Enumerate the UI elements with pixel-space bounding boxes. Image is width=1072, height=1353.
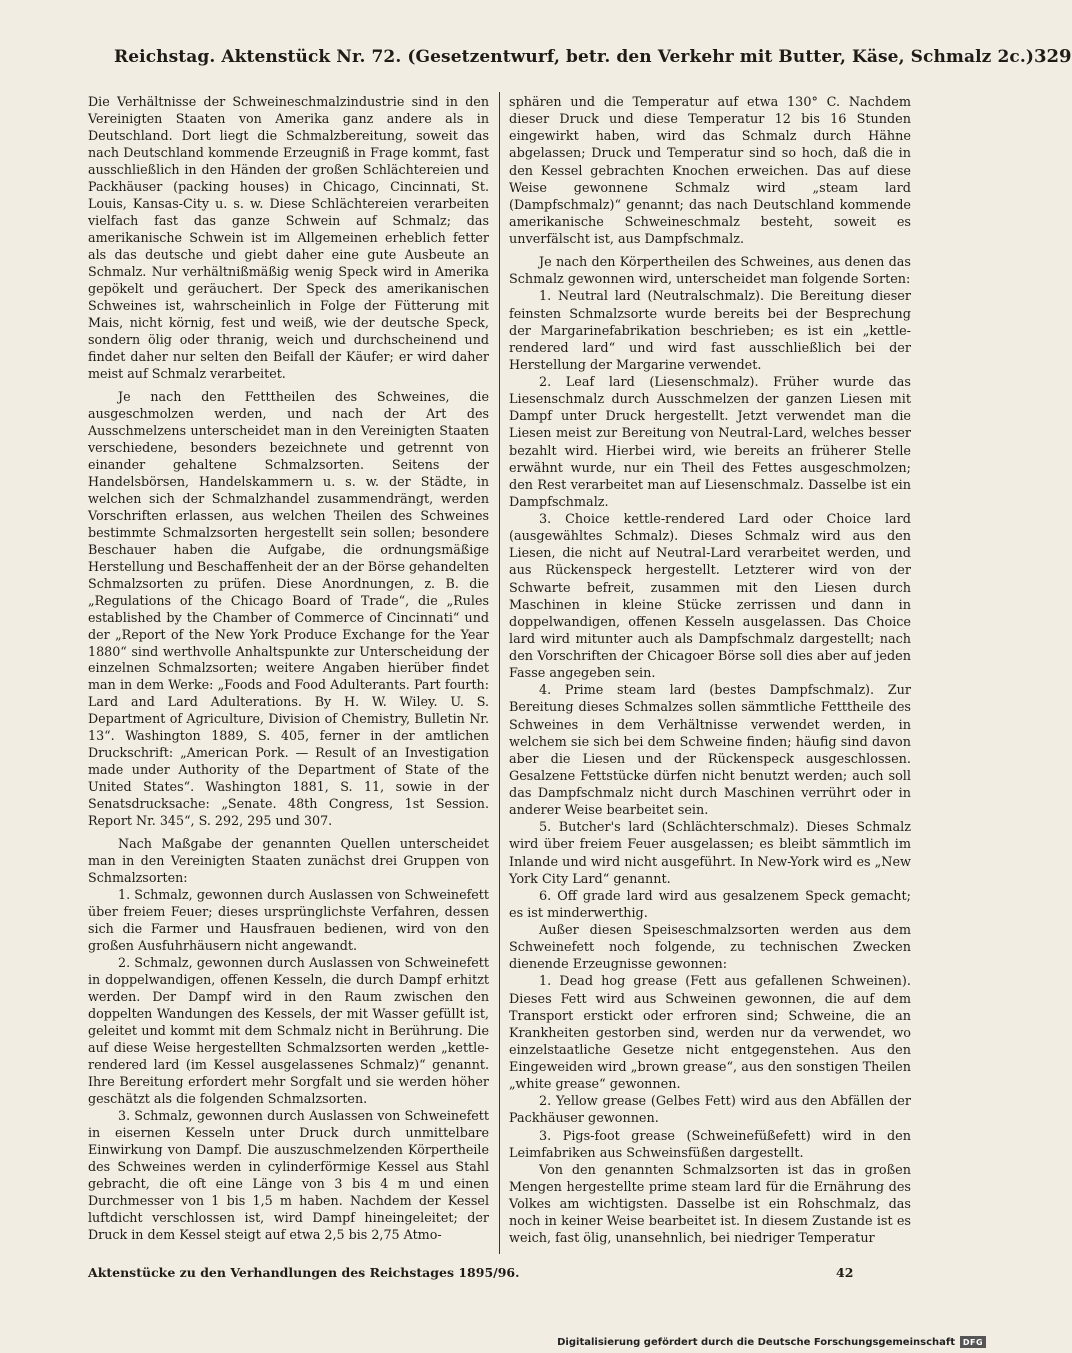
- list-item: 1. Dead hog grease (Fett aus gefallenen Schweinen). Dieses Fett wird aus Schweinen gewonnen, die auf dem Transport erstickt oder erfroren sind; Schweine, die an Krankheiten gestorben sind, werden nur da verwendet, wo einzelstaatliche Gesetze nicht entgegenstehen. Aus den Eingeweiden wird „brown grease“, aus den sonstigen Theilen „white grease“ gewonnen.: [509, 974, 911, 1093]
- paragraph: Von den genannten Schmalzsorten ist das in großen Mengen hergestellte prime steam lard für die Ernährung des Volkes am wichtigsten. Dasselbe ist ein Rohschmalz, das noch in keiner Weise bearbeitet ist. In diesem Zustande ist es weich, fast ölig, unansehnlich, bei niedriger Temperatur: [509, 1162, 911, 1247]
- left-column: [88, 94, 489, 1244]
- list-item: 3. Pigs-foot grease (Schweinefüßefett) wird in den Leimfabriken aus Schweinsfüßen dargestellt.: [509, 1128, 911, 1161]
- paragraph: Die Verhältnisse der Schweineschmalzindustrie sind in den Vereinigten Staaten von Amerika ganz andere als in Deutschland. Dort liegt die Schmalzbereitung, soweit das nach Deutschland kommende Erzeugniß in Frage kommt, fast ausschließlich in den Händen der großen Schlächtereien und Packhäuser (packing houses) in Chicago, Cincinnati, St. Louis, Kansas-City u. s. w. Diese Schlächtereien verarbeiten vielfach fast das ganze Schwein auf Schmalz; das amerikanische Schwein ist im Allgemeinen erheblich fetter als das deutsche und giebt daher eine gute Ausbeute an Schmalz. Nur verhältnißmäßig wenig Speck wird in Amerika gepökelt und geräuchert. Der Speck des amerikanischen Schweines ist, wahrscheinlich in Folge der Fütterung mit Mais, nicht körnig, fest und weiß, wie der deutsche Speck, sondern ölig oder thranig, weich und durchscheinend und findet daher nur selten den Beifall der Käufer; er wird daher meist auf Schmalz verarbeitet.: [88, 94, 489, 381]
- digitization-credit[interactable]: [557, 1336, 986, 1348]
- column-divider: [499, 92, 500, 1254]
- list-item: 2. Leaf lard (Liesenschmalz). Früher wurde das Liesenschmalz durch Ausschmelzen der ganzen Liesen mit Dampf unter Druck hergestellt. Jetzt verwendet man die Liesen meist zur Bereitung von Neutral-Lard, welches besser bezahlt wird. Hierbei wird, wie bereits an früherer Stelle erwähnt wurde, nur ein Theil des Fettes ausgeschmolzen; den Rest verarbeitet man auf Liesenschmalz. Dasselbe ist ein Dampfschmalz.: [509, 375, 911, 510]
- dfg-logo-icon: DFG: [960, 1336, 986, 1348]
- paragraph: Nach Maßgabe der genannten Quellen unterscheidet man in den Vereinigten Staaten zunächst drei Gruppen von Schmalzsorten:: [88, 836, 489, 886]
- sheet-number: 42: [836, 1265, 854, 1280]
- running-head: [114, 46, 1072, 76]
- list-item: 1. Neutral lard (Neutralschmalz). Die Bereitung dieser feinsten Schmalzsorte wurde bereits bei der Besprechung der Margarinefabrikation beschrieben; es ist ein „kettle-rendered lard“ und wird fast ausschließlich bei der Herstellung der Margarine verwendet.: [509, 289, 911, 373]
- list-item: 5. Butcher's lard (Schlächterschmalz). Dieses Schmalz wird über freiem Feuer ausgelassen; es bleibt sämmtlich im Inlande und wird nicht ausgeführt. In New-York wird es „New York City Lard“ genannt.: [509, 820, 912, 887]
- list-item: 6. Off grade lard wird aus gesalzenem Speck gemacht; es ist minderwerthig.: [509, 888, 911, 921]
- paragraph: Je nach den Fetttheilen des Schweines, die ausgeschmolzen werden, und nach der Art des Ausschmelzens unterscheidet man in den Vereinigten Staaten verschiedene, besonders bezeichnete und getrennt von einander gehaltene Schmalzsorten. Seitens der Handelsbörsen, Handelskammern u. s. w. der Städte, in welchen sich der Schmalzhandel zusammendrängt, werden Vorschriften erlassen, aus welchen Theilen des Schweines bestimmte Schmalzsorten hergestellt sein sollen; besondere Beschauer haben die Aufgabe, die ordnungsmäßige Herstellung und Beschaffenheit der an der Börse gehandelten Schmalzsorten zu prüfen. Diese Anordnungen, z. B. die „Regulations of the Chicago Board of Trade“, die „Rules established by the Chamber of Commerce of Cincinnati“ und der „Report of the New York Produce Exchange for the Year 1880“ sind werthvolle Anhaltspunkte zur Unterscheidung der einzelnen Schmalzsorten; weitere Angaben hierüber findet man in dem Werke: „Foods and Food Adulterants. Part fourth: Lard and Lard Adulterations. By H. W. Wiley. U. S. Department of Agriculture, Division of Chemistry, Bulletin Nr. 13“. Washington 1889, S. 405, ferner in der amtlichen Druckschrift: „American Pork. — Result of an Investigation made under Authority of the Department of State of the United States“. Washington 1881, S. 11, sowie in der Senatsdrucksache: „Senate. 48th Congress, 1st Session. Report Nr. 345“, S. 292, 295 und 307.: [88, 388, 489, 829]
- list-item: 3. Choice kettle-rendered Lard oder Choice lard (ausgewähltes Schmalz). Dieses Schmalz wird aus den Liesen, die nicht auf Neutral-Lard verarbeitet werden, und aus Rückenspeck hergestellt. Letzterer wird von der Schwarte befreit, zusammen mit den Liesen durch Maschinen in kleine Stücke zerrissen und dann in doppelwandigen, offenen Kesseln ausgelassen. Das Choice lard wird mitunter auch als Dampfschmalz dargestellt; nach den Vorschriften der Chicagoer Börse soll dies aber auf jeden Fasse angegeben sein.: [509, 512, 911, 682]
- list-item: 3. Schmalz, gewonnen durch Auslassen von Schweinefett in eisernen Kesseln unter Druck durch unmittelbare Einwirkung von Dampf. Die auszuschmelzenden Körpertheile des Schweines werden in cylinderförmige Kessel aus Stahl gebracht, die oft eine Länge von 3 bis 4 m und einen Durchmesser von 1 bis 1,5 m haben. Nachdem der Kessel luftdicht verschlossen ist, wird Dampf hineingeleitet; der Druck in dem Kessel steigt auf etwa 2,5 bis 2,75 Atmo-: [88, 1108, 489, 1242]
- list-item: 2. Yellow grease (Gelbes Fett) wird aus den Abfällen der Packhäuser gewonnen.: [509, 1094, 911, 1127]
- right-column: [509, 94, 911, 1247]
- credit-text: Digitalisierung gefördert durch die Deutsche Forschungsgemeinschaft: [557, 1336, 955, 1348]
- page-number: 329: [1034, 46, 1072, 67]
- footer-source: Aktenstücke zu den Verhandlungen des Reichstages 1895/96.: [88, 1265, 520, 1280]
- list-item: 1. Schmalz, gewonnen durch Auslassen von Schweinefett über freiem Feuer; dieses ursprünglichste Verfahren, dessen sich die Farmer und Hausfrauen bedienen, wird von den großen Ausfuhrhäusern nicht angewandt.: [88, 887, 489, 954]
- paragraph: Außer diesen Speiseschmalzsorten werden aus dem Schweinefett noch folgende, zu technischen Zwecken dienende Erzeugnisse gewonnen:: [509, 923, 911, 973]
- paragraph: sphären und die Temperatur auf etwa 130° C. Nachdem dieser Druck und diese Temperatur 12 bis 16 Stunden eingewirkt haben, wird das Schmalz durch Hähne abgelassen; Druck und Temperatur sind so hoch, daß die in den Kessel gebrachten Knochen erweichen. Das auf diese Weise gewonnene Schmalz wird „steam lard (Dampfschmalz)“ genannt; das nach Deutschland kommende amerikanische Schweineschmalz besteht, soweit es unverfälscht ist, aus Dampfschmalz.: [509, 95, 911, 247]
- list-item: 4. Prime steam lard (bestes Dampfschmalz). Zur Bereitung dieses Schmalzes sollen sämmtliche Fetttheile des Schweines in dem Verhältnisse verwendet werden, in welchem sie sich bei dem Schweine finden; häufig sind davon aber die Liesen und der Rückenspeck ausgeschlossen. Gesalzene Fettstücke dürfen nicht benutzt werden; auch soll das Dampfschmalz nicht durch Maschinen verrührt oder in anderer Weise bearbeitet sein.: [509, 683, 911, 819]
- header-title: Reichstag. Aktenstück Nr. 72. (Gesetzentwurf, betr. den Verkehr mit Butter, Käse, Schmalz 2c.): [114, 47, 1034, 67]
- paragraph: Je nach den Körpertheilen des Schweines, aus denen das Schmalz gewonnen wird, unterscheidet man folgende Sorten:: [509, 255, 911, 288]
- list-item: 2. Schmalz, gewonnen durch Auslassen von Schweinefett in doppelwandigen, offenen Kesseln, die durch Dampf erhitzt werden. Der Dampf wird in den Raum zwischen den doppelten Wandungen des Kessels, der mit Wasser gefüllt ist, geleitet und kommt mit dem Schmalz nicht in Berührung. Die auf diese Weise hergestellten Schmalzsorten werden „kettle-rendered lard (im Kessel ausgelassenes Schmalz)“ genannt. Ihre Bereitung erfordert mehr Sorgfalt und sie werden höher geschätzt als die folgenden Schmalzsorten.: [88, 955, 489, 1107]
